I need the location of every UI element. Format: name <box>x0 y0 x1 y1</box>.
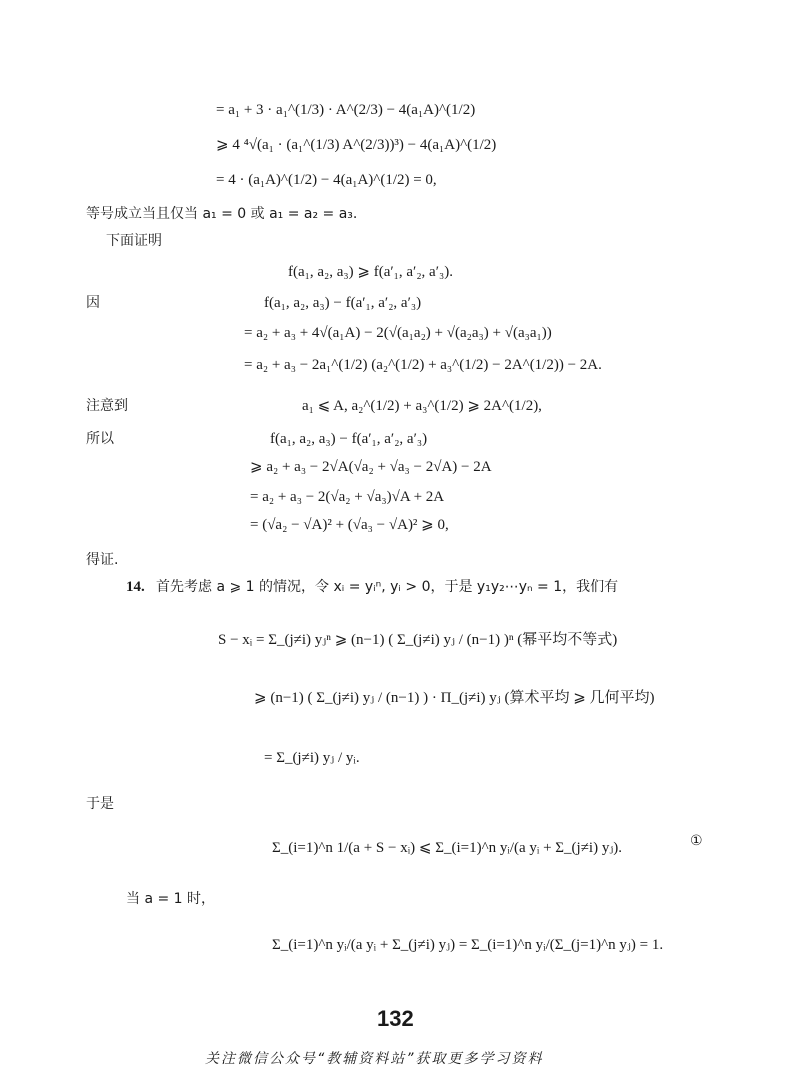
therefore-line-2: ⩾ a₂ + a₃ − 2√A(√a₂ + √a₃ − 2√A) − 2A <box>250 459 492 475</box>
eq-line-1: = a₁ + 3 · a₁^(1/3) · A^(2/3) − 4(a₁A)^(1/2) <box>216 102 476 118</box>
therefore-line-3: = a₂ + a₃ − 2(√a₂ + √a₃)√A + 2A <box>250 489 445 505</box>
because-label: 因 <box>86 295 100 311</box>
sum-inequality: Σ_(i=1)^n 1/(a + S − xᵢ) ⩽ Σ_(i=1)^n yᵢ/(a yᵢ + Σ_(j≠i) yⱼ). <box>272 840 623 856</box>
diff-line-3: = a₂ + a₃ − 2a₁^(1/2) (a₂^(1/2) + a₃^(1/2) − 2A^(1/2)) − 2A. <box>244 357 602 373</box>
problem-number: 14. <box>126 579 145 595</box>
am-gm-line: ⩾ (n−1) ( Σ_(j≠i) yⱼ / (n−1) ) · Π_(j≠i) yⱼ (算术平均 ⩾ 几何平均) <box>254 690 655 706</box>
diff-expression: f(a₁, a₂, a₃) − f(a′₁, a′₂, a′₃) <box>264 295 422 311</box>
therefore-line-4: = (√a₂ − √A)² + (√a₃ − √A)² ⩾ 0, <box>250 517 449 533</box>
power-mean-line: S − xᵢ = Σ_(j≠i) yⱼⁿ ⩾ (n−1) ( Σ_(j≠i) yⱼ / (n−1) )ⁿ (幂平均不等式) <box>218 632 618 648</box>
equality-condition: 等号成立当且仅当 a₁ = 0 或 a₁ = a₂ = a₃. <box>86 206 358 222</box>
therefore-label: 所以 <box>86 431 114 447</box>
thus-label: 于是 <box>86 796 114 812</box>
eq-line-2: ⩾ 4 ⁴√(a₁ · (a₁^(1/3) A^(2/3))³) − 4(a₁A)^(1/2) <box>216 137 497 153</box>
result-line: = Σ_(j≠i) yⱼ / yᵢ. <box>264 750 360 766</box>
eq-line-3: = 4 · (a₁A)^(1/2) − 4(a₁A)^(1/2) = 0, <box>216 172 437 188</box>
claim-inequality: f(a₁, a₂, a₃) ⩾ f(a′₁, a′₂, a′₃). <box>288 264 453 280</box>
therefore-expression: f(a₁, a₂, a₃) − f(a′₁, a′₂, a′₃) <box>270 431 428 447</box>
page-number: 132 <box>377 1006 414 1031</box>
equation-marker: ① <box>690 833 703 849</box>
case-a-equals-1: 当 a = 1 时， <box>126 891 216 907</box>
diff-line-2: = a₂ + a₃ + 4√(a₁A) − 2(√(a₁a₂) + √(a₂a₃) + √(a₃a₁)) <box>244 325 552 341</box>
note-inequality: a₁ ⩽ A, a₂^(1/2) + a₃^(1/2) ⩾ 2A^(1/2), <box>302 398 542 414</box>
problem-14-intro: 首先考虑 a ⩾ 1 的情况，令 xᵢ = yᵢⁿ, yᵢ > 0，于是 y₁y₂⋯yₙ = 1，我们有 <box>156 579 619 595</box>
footer-watermark: 关注微信公众号“教辅资料站”获取更多学习资料 <box>205 1051 544 1067</box>
sum-equality: Σ_(i=1)^n yᵢ/(a yᵢ + Σ_(j≠i) yⱼ) = Σ_(i=1)^n yᵢ/(Σ_(j=1)^n yⱼ) = 1. <box>272 937 664 953</box>
note-label: 注意到 <box>86 398 128 414</box>
next-prove-label: 下面证明 <box>106 233 162 249</box>
proved-label: 得证. <box>86 552 119 568</box>
